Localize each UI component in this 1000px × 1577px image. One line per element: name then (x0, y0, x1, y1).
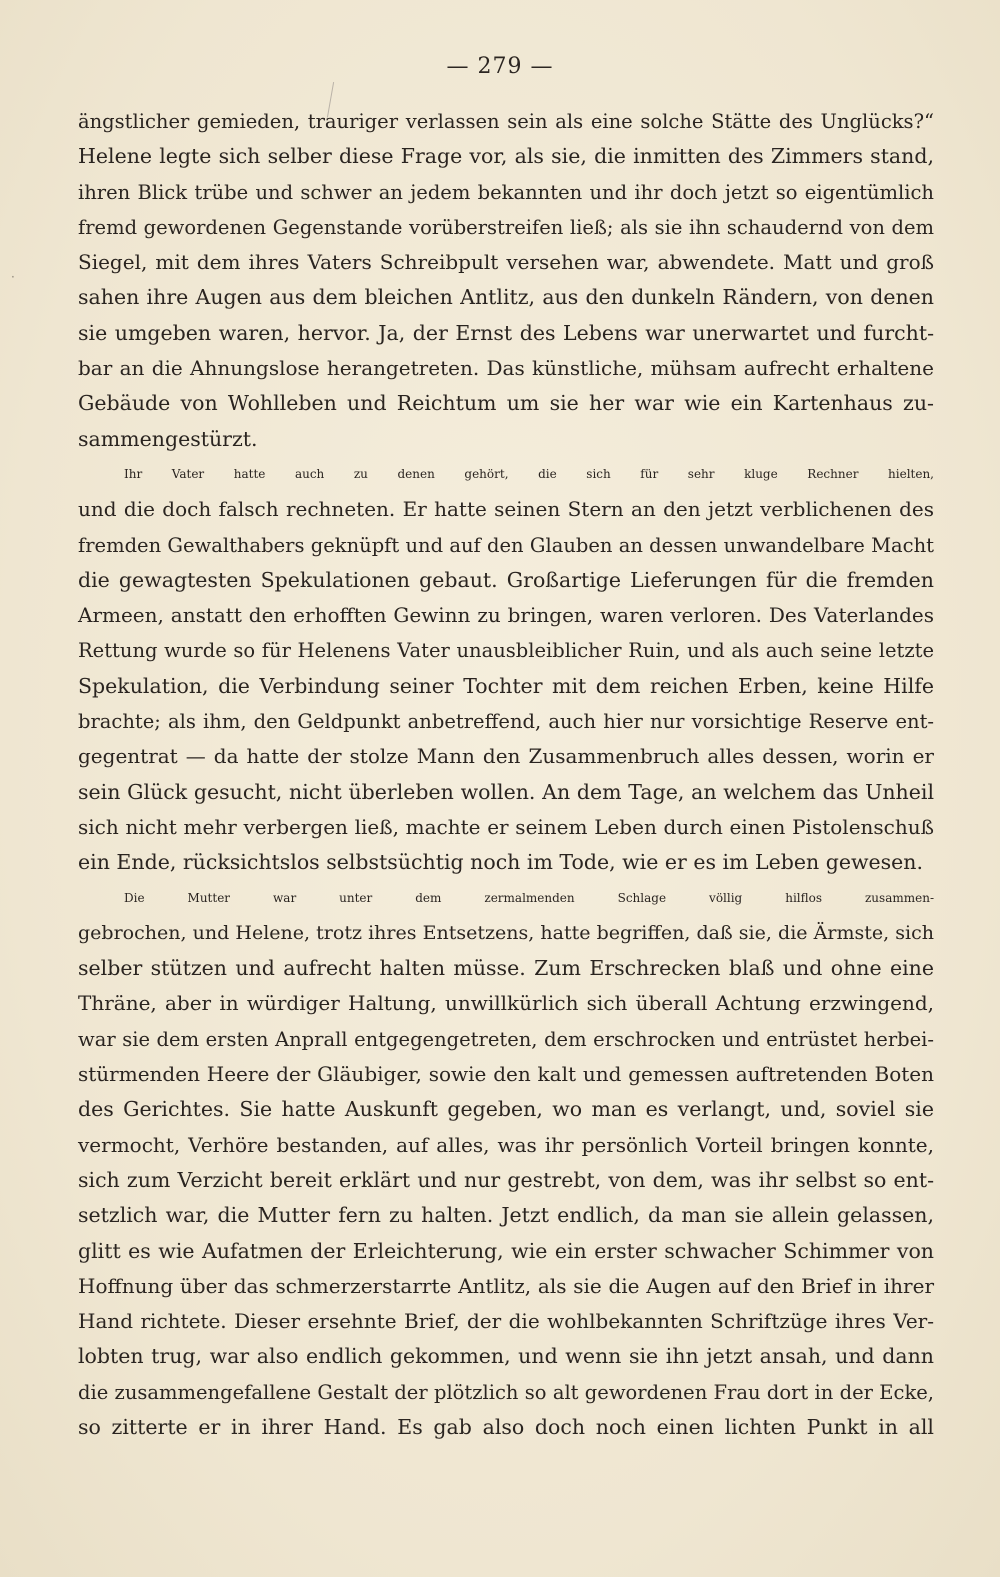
text-line: sammengestürzt. (78, 426, 258, 451)
text-line: und die doch falsch rechneten. Er hatte seinen Stern an den jetzt verblichenen des (78, 497, 934, 522)
text-line: die gewagtesten Spekulationen gebaut. Großartige Lieferungen für die fremden (78, 567, 934, 592)
text-line: vermocht, Verhöre bestanden, auf alles, was ihr persönlich Vorteil bringen konnte, (78, 1132, 934, 1157)
text-line: ängstlicher gemieden, trauriger verlassen sein als eine solche Stätte des Unglücks?“ (78, 110, 934, 133)
text-line: gebrochen, und Helene, trotz ihres Entsetzens, hatte begriffen, daß sie, die Ärmste, sich (78, 921, 934, 944)
text-line: Thräne, aber in würdiger Haltung, unwillkürlich sich überall Achtung erzwingend, (78, 991, 934, 1016)
text-line: Spekulation, die Verbindung seiner Tochter mit dem reichen Erben, keine Hilfe (78, 673, 934, 698)
text-line: glitt es wie Aufatmen der Erleichterung, wie ein erster schwacher Schimmer von (78, 1238, 934, 1263)
paragraph (78, 104, 934, 457)
text-line: stürmenden Heere der Gläubiger, sowie den kalt und gemessen auftretenden Boten (78, 1062, 934, 1087)
margin-mark: · (11, 270, 15, 284)
text-line: sich zum Verzicht bereit erklärt und nur gestrebt, von dem, was ihr selbst so ent- (78, 1167, 934, 1192)
text-line: Armeen, anstatt den erhofften Gewinn zu bringen, waren verloren. Des Vaterlandes (78, 603, 934, 628)
text-line: lobten trug, war also endlich gekommen, und wenn sie ihn jetzt ansah, und dann (78, 1344, 934, 1369)
text-line: war sie dem ersten Anprall entgegengetreten, dem erschrocken und entrüstet herbei- (78, 1027, 934, 1051)
text-line: sahen ihre Augen aus dem bleichen Antlitz, aus den dunkeln Rändern, von denen (78, 285, 934, 310)
paragraph (78, 881, 934, 1446)
text-line: selber stützen und aufrecht halten müsse. Zum Erschrecken blaß und ohne eine (78, 956, 934, 981)
text-line: Helene legte sich selber diese Frage vor, als sie, die inmitten des Zimmers stand, (78, 144, 934, 169)
text-line: Rettung wurde so für Helenens Vater unausbleiblicher Ruin, und als auch seine letzte (78, 639, 934, 663)
text-line: bar an die Ahnungslose herangetreten. Das künstliche, mühsam aufrecht erhaltene (78, 356, 934, 381)
text-line: Hand richtete. Dieser ersehnte Brief, der die wohlbekannten Schriftzüge ihres Ver- (78, 1309, 934, 1334)
text-line: fremd gewordenen Gegenstande vorüberstreifen ließ; als sie ihn schaudernd von dem (78, 215, 934, 239)
text-line: brachte; als ihm, den Geldpunkt anbetreffend, auch hier nur vorsichtige Reserve ent- (78, 710, 934, 734)
text-line: setzlich war, die Mutter fern zu halten. Jetzt endlich, da man sie allein gelassen, (78, 1203, 934, 1228)
text-line: die zusammengefallene Gestalt der plötzlich so alt gewordenen Frau dort in der Ecke, (78, 1380, 934, 1404)
text-line: Gebäude von Wohlleben und Reichtum um sie her war wie ein Kartenhaus zu- (78, 391, 934, 416)
body-text (78, 104, 934, 1445)
text-line: sein Glück gesucht, nicht überleben wollen. An dem Tage, an welchem das Unheil (78, 779, 934, 804)
text-line: Die Mutter war unter dem zermalmenden Schlage völlig hilflos zusammen- (124, 890, 934, 905)
text-line: Ihr Vater hatte auch zu denen gehört, die sich für sehr kluge Rechner hielten, (124, 466, 934, 481)
text-line: sich nicht mehr verbergen ließ, machte er seinem Leben durch einen Pistolenschuß (78, 814, 934, 839)
text-line: sie umgeben waren, hervor. Ja, der Ernst des Lebens war unerwartet und furcht- (78, 320, 934, 345)
paragraph (78, 457, 934, 881)
text-line: ein Ende, rücksichtslos selbstsüchtig noch im Tode, wie er es im Leben gewesen. (78, 850, 924, 875)
text-line: des Gerichtes. Sie hatte Auskunft gegeben, wo man es verlangt, und, soviel sie (78, 1097, 934, 1122)
text-line: so zitterte er in ihrer Hand. Es gab also doch noch einen lichten Punkt in all (78, 1414, 934, 1439)
text-line: fremden Gewalthabers geknüpft und auf den Glauben an dessen unwandelbare Macht (78, 533, 934, 557)
text-line: ihren Blick trübe und schwer an jedem bekannten und ihr doch jetzt so eigentümlich (78, 180, 934, 204)
text-line: Siegel, mit dem ihres Vaters Schreibpult versehen war, abwendete. Matt und groß (78, 250, 934, 275)
text-line: Hoffnung über das schmerzerstarrte Antlitz, als sie die Augen auf den Brief in ihrer (78, 1273, 934, 1298)
page-number: — 279 — (446, 54, 554, 79)
text-line: gegentrat — da hatte der stolze Mann den Zusammenbruch alles dessen, worin er (78, 744, 934, 769)
